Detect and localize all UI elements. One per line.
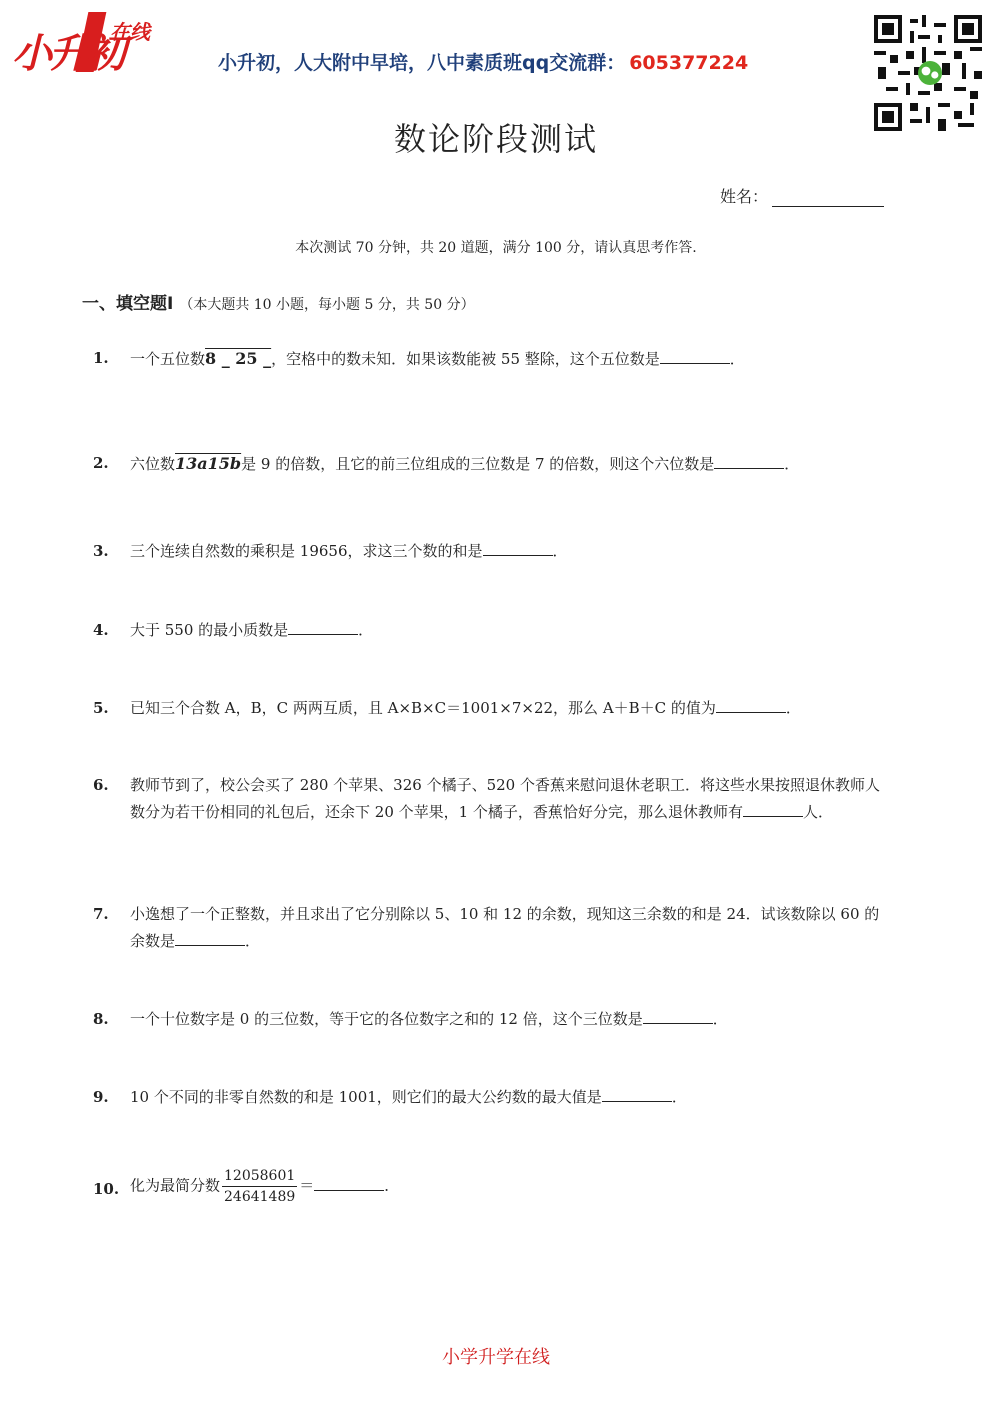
section-title: 一、填空题Ⅰ (82, 294, 174, 314)
question-end: ． (358, 621, 374, 639)
question-number: 3. (93, 542, 109, 560)
question-text: 教师节到了，校公会买了 280 个苹果、326 个橘子、520 个香蕉来慰问退休老职工．将这些水果按照退休教师人数分为若干份相同的礼包后，还余下 20 个苹果，1 个橘子，香蕉恰好分完，那么退休教师有 (130, 776, 880, 821)
answer-blank (288, 618, 358, 635)
brand-logo (12, 10, 172, 78)
question-5 (93, 695, 893, 722)
question-number: 8. (93, 1010, 109, 1028)
question-end: ． (729, 350, 745, 368)
fraction (222, 1166, 297, 1207)
question-9 (93, 1084, 893, 1111)
question-number: 7. (93, 905, 109, 923)
question-math: 8 _ 25 _ (205, 349, 272, 368)
answer-blank (660, 347, 730, 364)
answer-blank (643, 1007, 713, 1024)
question-end: ． (245, 932, 261, 950)
question-4 (93, 617, 893, 644)
name-blank (772, 188, 884, 207)
answer-blank (743, 800, 803, 817)
question-3 (93, 538, 893, 565)
question-math: 13a15b (175, 454, 242, 473)
question-text: 小逸想了一个正整数，并且求出了它分别除以 5、10 和 12 的余数，现知这三余数的和是 24．试该数除以 60 的余数是 (130, 905, 880, 950)
question-text: 一个五位数 (130, 350, 206, 368)
answer-blank (314, 1174, 384, 1191)
question-text: 六位数 (130, 455, 176, 473)
question-number: 10. (93, 1180, 120, 1198)
promo-text: 小升初，人大附中早培，八中素质班qq交流群： (218, 52, 626, 74)
question-text: 是 9 的倍数，且它的前三位组成的三位数是 7 的倍数，则这个六位数是 (241, 455, 715, 473)
question-end: ． (552, 542, 568, 560)
question-number: 9. (93, 1088, 109, 1106)
logo-sub-text: 在线 (110, 20, 150, 44)
question-text: 10 个不同的非零自然数的和是 1001，则它们的最大公约数的最大值是 (130, 1088, 602, 1106)
question-end: ． (784, 455, 800, 473)
name-label: 姓名： (720, 187, 769, 206)
question-end: 人． (802, 803, 833, 821)
page-title: 数论阶段测试 (393, 120, 598, 158)
test-notice: 本次测试 70 分钟，共 20 道题，满分 100 分，请认真思考作答. (295, 240, 697, 256)
question-1 (93, 345, 893, 373)
section-header (82, 289, 475, 314)
question-text: ，空格中的数未知．如果该数能被 55 整除，这个五位数是 (271, 350, 660, 368)
question-end: ． (712, 1010, 728, 1028)
question-text: ＝ (299, 1176, 315, 1195)
question-6 (93, 772, 893, 826)
question-10 (93, 1166, 893, 1207)
fraction-denominator: 24641489 (224, 1189, 296, 1205)
question-2 (93, 450, 893, 478)
logo-main-text: 小升初 (12, 31, 123, 77)
fraction-numerator: 12058601 (222, 1166, 297, 1187)
answer-blank (483, 539, 553, 556)
answer-blank (602, 1085, 672, 1102)
question-text: 大于 550 的最小质数是 (130, 621, 289, 639)
answer-blank (714, 452, 784, 469)
answer-blank (175, 929, 245, 946)
qq-number: 605377224 (629, 52, 749, 74)
question-end: ． (384, 1176, 400, 1195)
question-number: 6. (93, 776, 109, 794)
question-number: 1. (93, 349, 109, 367)
question-text: 一个十位数字是 0 的三位数，等于它的各位数字之和的 12 倍，这个三位数是 (130, 1010, 643, 1028)
question-number: 4. (93, 621, 109, 639)
promo-line (218, 48, 748, 75)
question-number: 2. (93, 454, 109, 472)
question-7 (93, 901, 893, 955)
question-text: 已知三个合数 A，B，C 两两互质，且 A×B×C＝1001×7×22，那么 A＋B＋C 的值为 (130, 699, 716, 717)
section-note: （本大题共 10 小题，每小题 5 分，共 50 分） (179, 297, 475, 313)
question-8 (93, 1006, 893, 1033)
footer-text: 小学升学在线 (442, 1347, 550, 1368)
answer-blank (716, 696, 786, 713)
question-number: 5. (93, 699, 109, 717)
question-end: ． (671, 1088, 687, 1106)
question-text: 化为最简分数 (130, 1176, 221, 1195)
question-text: 三个连续自然数的乘积是 19656，求这三个数的和是 (130, 542, 483, 560)
name-field (720, 184, 884, 207)
question-end: ． (785, 699, 801, 717)
